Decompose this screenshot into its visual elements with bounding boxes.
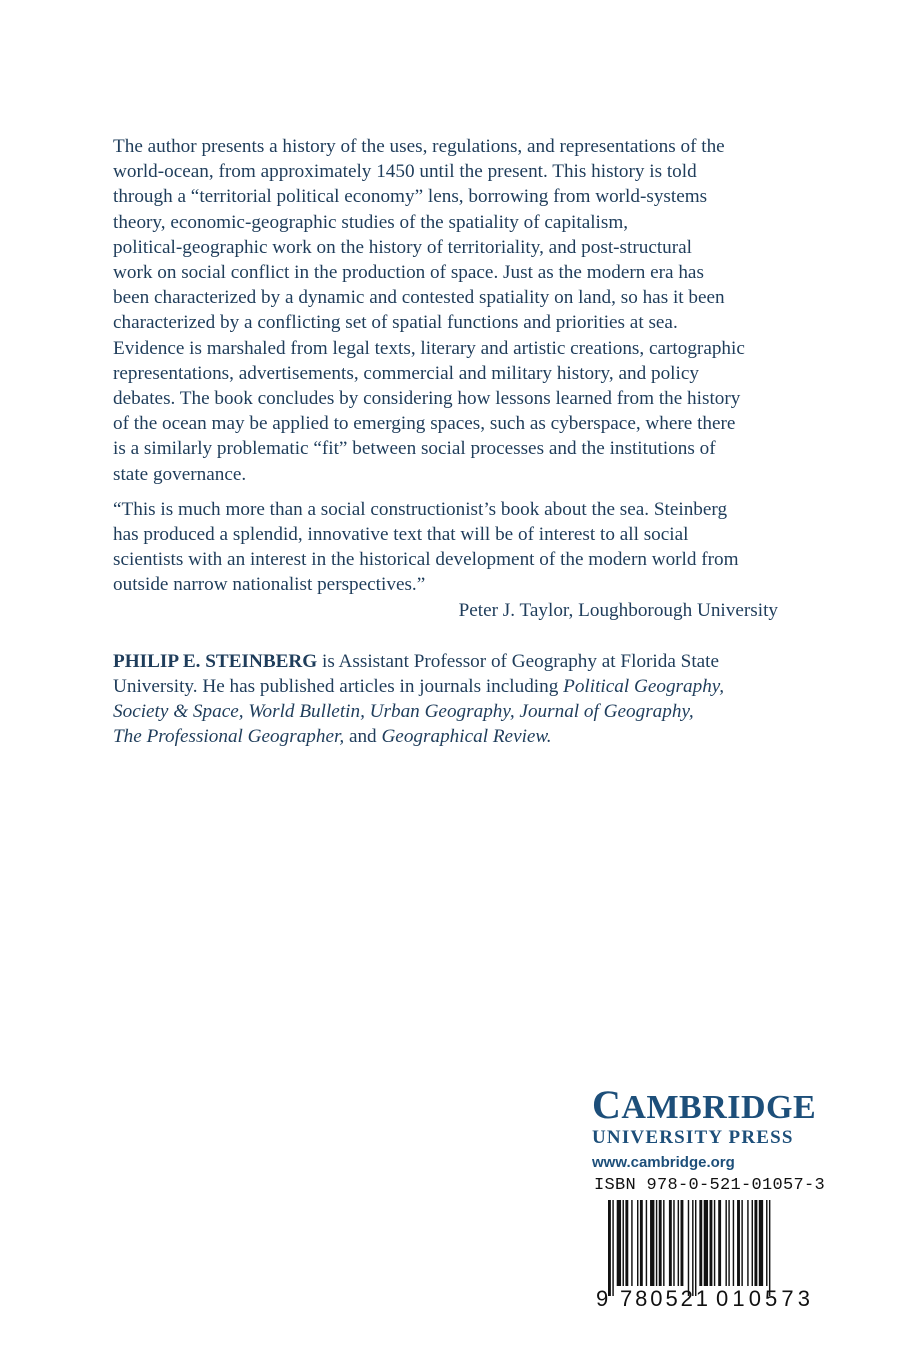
barcode-bar xyxy=(681,1200,684,1286)
description-line: state governance. xyxy=(113,463,247,485)
barcode-bar xyxy=(640,1200,643,1286)
barcode-bars xyxy=(594,1200,826,1312)
journal-title: Political Geography, xyxy=(563,676,725,698)
back-cover-copy xyxy=(113,134,793,750)
barcode-bar xyxy=(754,1200,757,1286)
publisher-logo xyxy=(592,1082,832,1173)
barcode-bar xyxy=(752,1200,753,1286)
bio-line xyxy=(113,699,793,724)
review-quote xyxy=(113,497,793,623)
description-line: work on social conflict in the production of space. Just as the modern era has xyxy=(113,262,704,284)
isbn-text: ISBN 978-0-521-01057-3 xyxy=(594,1176,826,1195)
author-bio xyxy=(113,649,793,750)
description-line: world-ocean, from approximately 1450 until the present. This history is told xyxy=(113,161,697,183)
publisher-subtitle: UNIVERSITY PRESS xyxy=(592,1127,794,1148)
description-line: representations, advertisements, commercial and military history, and policy xyxy=(113,362,699,384)
description-line: is a similarly problematic “fit” between social processes and the institutions of xyxy=(113,438,716,460)
barcode-bar xyxy=(718,1200,721,1286)
description-line: The author presents a history of the uses, regulations, and representations of the xyxy=(113,136,725,157)
journal-title: The Professional Geographer, xyxy=(113,726,345,748)
barcode-bar xyxy=(608,1200,611,1296)
barcode-bar xyxy=(769,1200,770,1296)
quote-line: “This is much more than a social constructionist’s book about the sea. Steinberg xyxy=(113,498,728,520)
barcode-digits-right: 010573 xyxy=(716,1286,810,1311)
description-line: characterized by a conflicting set of spatial functions and priorities at sea. xyxy=(113,312,678,334)
journal-title: Geographical Review. xyxy=(381,726,552,748)
barcode-bar xyxy=(725,1200,726,1286)
barcode-stripes xyxy=(608,1200,770,1296)
barcode-bar xyxy=(646,1200,647,1286)
barcode-bar xyxy=(699,1200,702,1286)
barcode-bar xyxy=(759,1200,763,1286)
quote-line: has produced a splendid, innovative text that will be of interest to all social xyxy=(113,524,689,546)
barcode-bar xyxy=(766,1200,767,1286)
bio-text: is Assistant Professor of Geography at Florida State xyxy=(317,650,720,672)
publisher-name xyxy=(592,1082,832,1127)
description-line: political-geographic work on the history of territoriality, and post-structural xyxy=(113,236,693,258)
barcode-bar xyxy=(695,1200,696,1296)
bio-text: and xyxy=(344,726,382,748)
barcode-bar xyxy=(710,1200,713,1286)
barcode-bar xyxy=(650,1200,654,1286)
quote-line: outside narrow nationalist perspectives.” xyxy=(113,574,426,596)
publisher-name-initial: C xyxy=(592,1082,622,1127)
barcode-bar xyxy=(747,1200,748,1286)
barcode-bar xyxy=(612,1200,613,1296)
journal-title: Society & Space, World Bulletin, Urban Geography, Journal of Geography, xyxy=(113,701,694,723)
description-line: Evidence is marshaled from legal texts, literary and artistic creations, cartographic xyxy=(113,337,745,359)
description-line: debates. The book concludes by considering how lessons learned from the history xyxy=(113,388,741,410)
publisher-url: www.cambridge.org xyxy=(592,1154,735,1171)
book-description xyxy=(113,134,793,487)
barcode-bar xyxy=(688,1200,689,1296)
barcode-bar xyxy=(663,1200,664,1286)
quote-attribution: Peter J. Taylor, Loughborough University xyxy=(458,599,778,621)
description-line: through a “territorial political economy” lens, borrowing from world-systems xyxy=(113,186,708,208)
barcode-bar xyxy=(733,1200,734,1286)
author-name: PHILIP E. STEINBERG xyxy=(113,650,318,672)
barcode-bar xyxy=(637,1200,638,1286)
isbn-barcode xyxy=(594,1176,826,1316)
bio-line xyxy=(113,674,793,699)
bio-line xyxy=(113,724,793,749)
barcode-bar xyxy=(673,1200,674,1286)
quote-line: scientists with an interest in the historical development of the modern world from xyxy=(113,549,739,571)
bio-line xyxy=(113,649,793,674)
barcode-bar xyxy=(714,1200,715,1286)
barcode-bar xyxy=(728,1200,729,1286)
bio-text: University. He has published articles in journals including xyxy=(113,676,564,698)
barcode-digit-lead: 9 xyxy=(596,1286,609,1311)
barcode-bar xyxy=(631,1200,632,1286)
barcode-bar xyxy=(692,1200,693,1296)
barcode-bar xyxy=(737,1200,740,1286)
description-line: of the ocean may be applied to emerging spaces, such as cyberspace, where there xyxy=(113,413,736,435)
barcode-bar xyxy=(625,1200,628,1286)
barcode-bar xyxy=(678,1200,679,1286)
barcode-bar xyxy=(656,1200,657,1286)
barcode-bar xyxy=(623,1200,624,1286)
barcode-bar xyxy=(659,1200,662,1286)
description-line: been characterized by a dynamic and contested spatiality on land, so has it been xyxy=(113,287,725,309)
description-line: theory, economic-geographic studies of the spatiality of capitalism, xyxy=(113,211,629,233)
barcode-digits-left: 780521 xyxy=(620,1286,708,1311)
barcode-bar xyxy=(617,1200,621,1286)
barcode-bar xyxy=(669,1200,672,1286)
barcode-bar xyxy=(741,1200,742,1286)
barcode-bar xyxy=(704,1200,708,1286)
publisher-name-rest: AMBRIDGE xyxy=(621,1089,817,1126)
